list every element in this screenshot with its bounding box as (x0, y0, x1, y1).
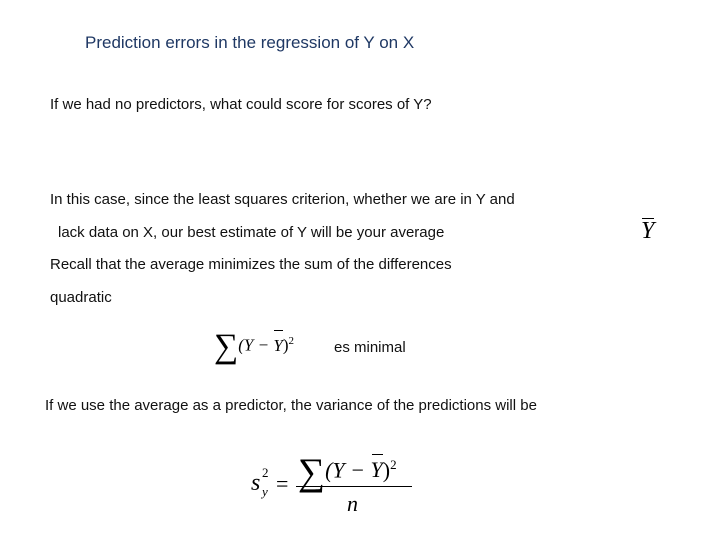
variance-intro-text: If we use the average as a predictor, the variance of the predictions will be (45, 397, 537, 414)
paragraph-line-1: In this case, since the least squares criterion, whether we are in Y and (50, 191, 515, 208)
numerator-open: (Y − (325, 457, 371, 483)
variance-subscript: y (262, 484, 268, 499)
question-text: If we had no predictors, what could score for scores of Y? (50, 96, 432, 113)
numerator-sum-sign: ∑ (298, 451, 326, 494)
y-bar-symbol: Y (641, 218, 655, 244)
paragraph-line-2: lack data on X, our best estimate of Y will be your average (58, 224, 445, 241)
equals-sign: = (276, 471, 289, 496)
sum-expression-open: (Y − (238, 335, 274, 355)
variance-s: s (251, 470, 261, 496)
slide-title: Prediction errors in the regression of Y on X (85, 33, 415, 52)
sum-squares-formula (214, 324, 294, 363)
sum-exponent: 2 (288, 335, 294, 347)
variance-superscript: 2 (262, 465, 269, 480)
variance-lhs (251, 470, 260, 496)
numerator-exponent: 2 (390, 457, 397, 472)
denominator: n (347, 491, 358, 516)
numerator-close: ) (382, 457, 391, 483)
fraction-bar (296, 486, 412, 487)
recall-text: Recall that the average minimizes the sum of the differences (50, 256, 452, 273)
sum-sign: ∑ (214, 327, 239, 365)
y-bar-formula (641, 217, 654, 245)
sum-expression-ybar: Y (273, 329, 282, 363)
variance-formula (248, 448, 418, 518)
quadratic-text: quadratic (50, 289, 112, 306)
numerator-ybar: Y (371, 453, 383, 487)
numerator (298, 448, 397, 494)
sum-expression-close: ) (282, 335, 289, 355)
minimal-label: es minimal (334, 339, 406, 356)
